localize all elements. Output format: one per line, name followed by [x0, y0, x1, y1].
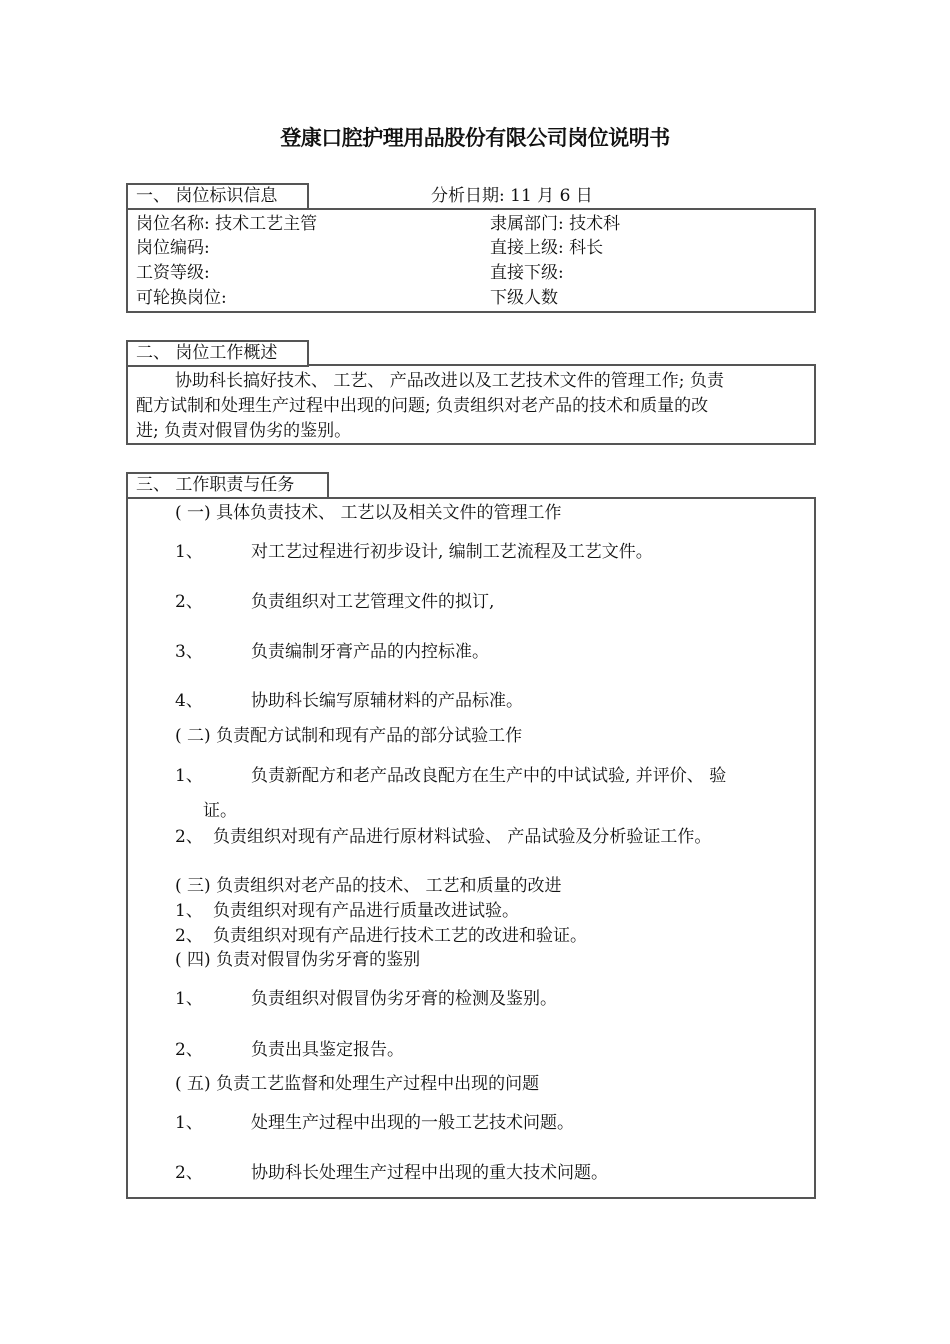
- g1-item2-num: 2、: [175, 592, 203, 612]
- g2-item1-text: 负责新配方和老产品改良配方在生产中的中试试验, 并评价、 验: [251, 766, 727, 786]
- g1-item3-text: 负责编制牙膏产品的内控标准。: [251, 642, 489, 662]
- section1-heading: 一、 岗位标识信息: [126, 183, 309, 210]
- g3-item2-text: 负责组织对现有产品进行技术工艺的改进和验证。: [213, 926, 587, 946]
- g5-item2-num: 2、: [175, 1163, 203, 1183]
- g1-item1-num: 1、: [175, 542, 203, 562]
- g5-item1-text: 处理生产过程中出现的一般工艺技术问题。: [251, 1113, 574, 1133]
- summary-line-3: 进; 负责对假冒伪劣的鉴别。: [136, 421, 352, 441]
- g3-item1-text: 负责组织对现有产品进行质量改进试验。: [213, 901, 519, 921]
- field-direct-superior: 直接上级: 科长: [490, 238, 604, 258]
- g2-item2-num: 2、: [175, 827, 203, 847]
- field-position-name: 岗位名称: 技术工艺主管: [136, 214, 318, 234]
- field-salary-grade: 工资等级:: [136, 263, 210, 283]
- field-direct-subordinate: 直接下级:: [490, 263, 564, 283]
- group4-title: ( 四) 负责对假冒伪劣牙膏的鉴别: [175, 950, 421, 970]
- g1-item2-text: 负责组织对工艺管理文件的拟订,: [251, 592, 495, 612]
- g1-item3-num: 3、: [175, 642, 203, 662]
- g2-item1-continuation: 证。: [203, 801, 237, 821]
- field-department: 隶属部门: 技术科: [490, 214, 621, 234]
- g2-item2-text: 负责组织对现有产品进行原材料试验、 产品试验及分析验证工作。: [213, 827, 712, 847]
- document-title: 登康口腔护理用品股份有限公司岗位说明书: [280, 126, 670, 150]
- g1-item4-num: 4、: [175, 691, 203, 711]
- section2-heading: 二、 岗位工作概述: [126, 340, 309, 367]
- g4-item1-text: 负责组织对假冒伪劣牙膏的检测及鉴别。: [251, 989, 557, 1009]
- field-position-code: 岗位编码:: [136, 238, 210, 258]
- field-rotatable-positions: 可轮换岗位:: [136, 288, 227, 308]
- g2-item1-num: 1、: [175, 766, 203, 786]
- group3-title: ( 三) 负责组织对老产品的技术、 工艺和质量的改进: [175, 876, 562, 896]
- analysis-date: 分析日期: 11 月 6 日: [431, 186, 593, 206]
- group1-title: ( 一) 具体负责技术、 工艺以及相关文件的管理工作: [175, 503, 562, 523]
- g5-item2-text: 协助科长处理生产过程中出现的重大技术问题。: [251, 1163, 608, 1183]
- g3-item2-num: 2、: [175, 926, 203, 946]
- g5-item1-num: 1、: [175, 1113, 203, 1133]
- g1-item1-text: 对工艺过程进行初步设计, 编制工艺流程及工艺文件。: [251, 542, 653, 562]
- g3-item1-num: 1、: [175, 901, 203, 921]
- summary-line-2: 配方试制和处理生产过程中出现的问题; 负责组织对老产品的技术和质量的改: [136, 396, 709, 416]
- summary-line-1: 协助科长搞好技术、 工艺、 产品改进以及工艺技术文件的管理工作; 负责: [175, 371, 724, 391]
- group5-title: ( 五) 负责工艺监督和处理生产过程中出现的问题: [175, 1074, 540, 1094]
- g1-item4-text: 协助科长编写原辅材料的产品标准。: [251, 691, 523, 711]
- g4-item2-num: 2、: [175, 1040, 203, 1060]
- g4-item2-text: 负责出具鉴定报告。: [251, 1040, 404, 1060]
- field-subordinate-count: 下级人数: [490, 288, 558, 308]
- group2-title: ( 二) 负责配方试制和现有产品的部分试验工作: [175, 726, 523, 746]
- section3-heading: 三、 工作职责与任务: [126, 472, 329, 499]
- g4-item1-num: 1、: [175, 989, 203, 1009]
